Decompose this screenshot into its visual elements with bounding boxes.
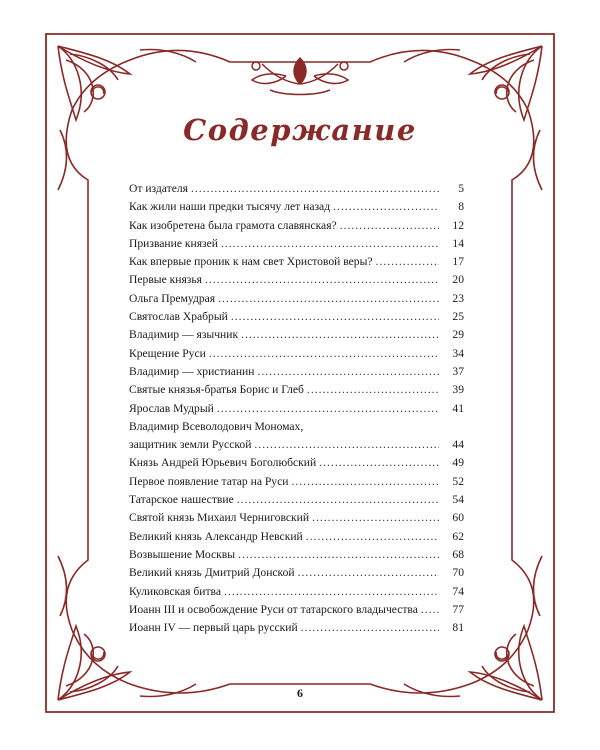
- toc-entry-page: 60: [452, 511, 464, 525]
- toc-entry: [129, 363, 464, 381]
- toc-leader-dots: [291, 473, 439, 491]
- toc-entry-page: 23: [452, 291, 464, 305]
- toc-leader-dots: [209, 345, 439, 363]
- toc-leader-dots: [224, 583, 439, 601]
- toc-entry-page: 52: [452, 474, 464, 488]
- toc-leader-dots: [254, 436, 439, 454]
- toc-leader-dots: [238, 546, 439, 564]
- toc-entry-page: 77: [452, 602, 464, 616]
- toc-entry: [129, 290, 464, 308]
- toc-entry: [129, 454, 464, 472]
- toc-entry-title: Как впервые проник к нам свет Христовой веры?: [129, 255, 373, 269]
- toc-entry-page: 29: [452, 328, 464, 342]
- toc-heading: Содержание: [183, 113, 417, 147]
- toc-entry: [129, 308, 464, 326]
- toc-leader-dots: [298, 564, 439, 582]
- toc-entry: [129, 381, 464, 399]
- toc-entry: [129, 326, 464, 344]
- toc-entry-title: Владимир — христианин: [129, 364, 255, 378]
- toc-leader-dots: [231, 308, 439, 326]
- toc-entry-page: 12: [452, 218, 464, 232]
- toc-entry-page: 49: [452, 456, 464, 470]
- toc-entry-title: Князь Андрей Юрьевич Боголюбский: [129, 456, 317, 470]
- toc-leader-dots: [340, 217, 439, 235]
- toc-entry: [129, 509, 464, 527]
- toc-entry-title: Возвышение Москвы: [129, 547, 236, 561]
- toc-entry-page: 68: [452, 547, 464, 561]
- toc-entry-title: Великий князь Александр Невский: [129, 529, 303, 543]
- toc-leader-dots: [376, 253, 439, 271]
- toc-entry-title: Первое появление татар на Руси: [129, 474, 289, 488]
- toc-entry: [129, 473, 464, 491]
- toc-entry: [129, 253, 464, 271]
- toc-entry-continuation: [129, 436, 464, 454]
- toc-entry-page: 20: [452, 273, 464, 287]
- toc-entry: [129, 601, 464, 619]
- toc-entry-page: 54: [452, 493, 464, 507]
- toc-entry-page: 5: [458, 182, 464, 195]
- toc-entry-title: Ярослав Мудрый: [129, 401, 214, 415]
- toc-entry: [129, 528, 464, 546]
- toc-entry-page: 14: [452, 236, 464, 250]
- toc-leader-dots: [312, 509, 439, 527]
- toc-leader-dots: [333, 198, 439, 216]
- toc-entry-page: 39: [452, 383, 464, 397]
- toc-leader-dots: [257, 363, 439, 381]
- toc-entry-title: Куликовская битва: [129, 584, 222, 598]
- toc-entry-title: Первые князья: [129, 273, 202, 287]
- toc-entry-title: Татарское нашествие: [129, 493, 234, 507]
- toc-leader-dots: [217, 400, 439, 418]
- toc-leader-dots: [241, 326, 439, 344]
- toc-leader-dots: [237, 491, 439, 509]
- toc-entry-page: 41: [452, 401, 464, 415]
- toc-entry-title: Как изобретена была грамота славянская?: [129, 218, 337, 232]
- toc-entry-page: 44: [452, 438, 464, 452]
- toc-entry: [129, 418, 464, 436]
- toc-entry-title: Владимир — язычник: [129, 328, 239, 342]
- toc-entry-page: 70: [452, 566, 464, 580]
- toc-entry-title: Святые князья-братья Борис и Глеб: [129, 383, 304, 397]
- toc-leader-dots: [205, 271, 439, 289]
- toc-leader-dots: [221, 235, 439, 253]
- toc-entry-title: Крещение Руси: [129, 346, 206, 360]
- toc-entry: [129, 491, 464, 509]
- toc-entry-page: 62: [452, 529, 464, 543]
- toc-entry-page: 25: [452, 310, 464, 324]
- toc-entry-title: От издателя: [129, 182, 188, 195]
- toc-leader-dots: [307, 381, 439, 399]
- toc-entry: [129, 564, 464, 582]
- toc-entry-title: Святой князь Михаил Черниговский: [129, 511, 310, 525]
- toc-entry: [129, 583, 464, 601]
- toc-entry-title: Святослав Храбрый: [129, 310, 228, 324]
- toc-entry: [129, 198, 464, 216]
- toc-entry: [129, 217, 464, 235]
- toc-entry-title: Как жили наши предки тысячу лет назад: [129, 200, 331, 214]
- top-center-ornament-icon: [252, 58, 348, 95]
- toc-leader-dots: [306, 528, 439, 546]
- toc-entry-title: Иоанн IV — первый царь русский: [129, 621, 298, 635]
- toc-entry-title: Ольга Премудрая: [129, 291, 216, 305]
- toc-entry-title: Великий князь Дмитрий Донской: [129, 566, 295, 580]
- toc-entry-page: 8: [458, 200, 464, 214]
- toc-leader-dots: [301, 619, 439, 637]
- toc-entry-title: Иоанн III и освобождение Руси от татарского владычества: [129, 602, 418, 616]
- toc-entry: [129, 619, 464, 637]
- page-number: 6: [297, 686, 303, 700]
- toc-leader-dots: [191, 180, 439, 198]
- toc-entry-page: 17: [452, 255, 464, 269]
- table-of-contents: [129, 180, 464, 637]
- toc-leader-dots: [218, 290, 439, 308]
- toc-entry-page: 34: [452, 346, 464, 360]
- toc-entry: [129, 400, 464, 418]
- toc-entry: [129, 180, 464, 198]
- toc-entry: [129, 235, 464, 253]
- toc-entry: [129, 345, 464, 363]
- toc-entry-page: 37: [452, 364, 464, 378]
- toc-entry-title: Призвание князей: [129, 236, 218, 250]
- toc-leader-dots: [319, 454, 439, 472]
- toc-entry: [129, 271, 464, 289]
- toc-entry-title: защитник земли Русской: [129, 438, 252, 452]
- toc-leader-dots: [421, 601, 439, 619]
- toc-entry-title: Владимир Всеволодович Мономах,: [129, 419, 304, 433]
- toc-entry-page: 81: [452, 621, 464, 635]
- toc-entry: [129, 546, 464, 564]
- toc-entry-page: 74: [452, 584, 464, 598]
